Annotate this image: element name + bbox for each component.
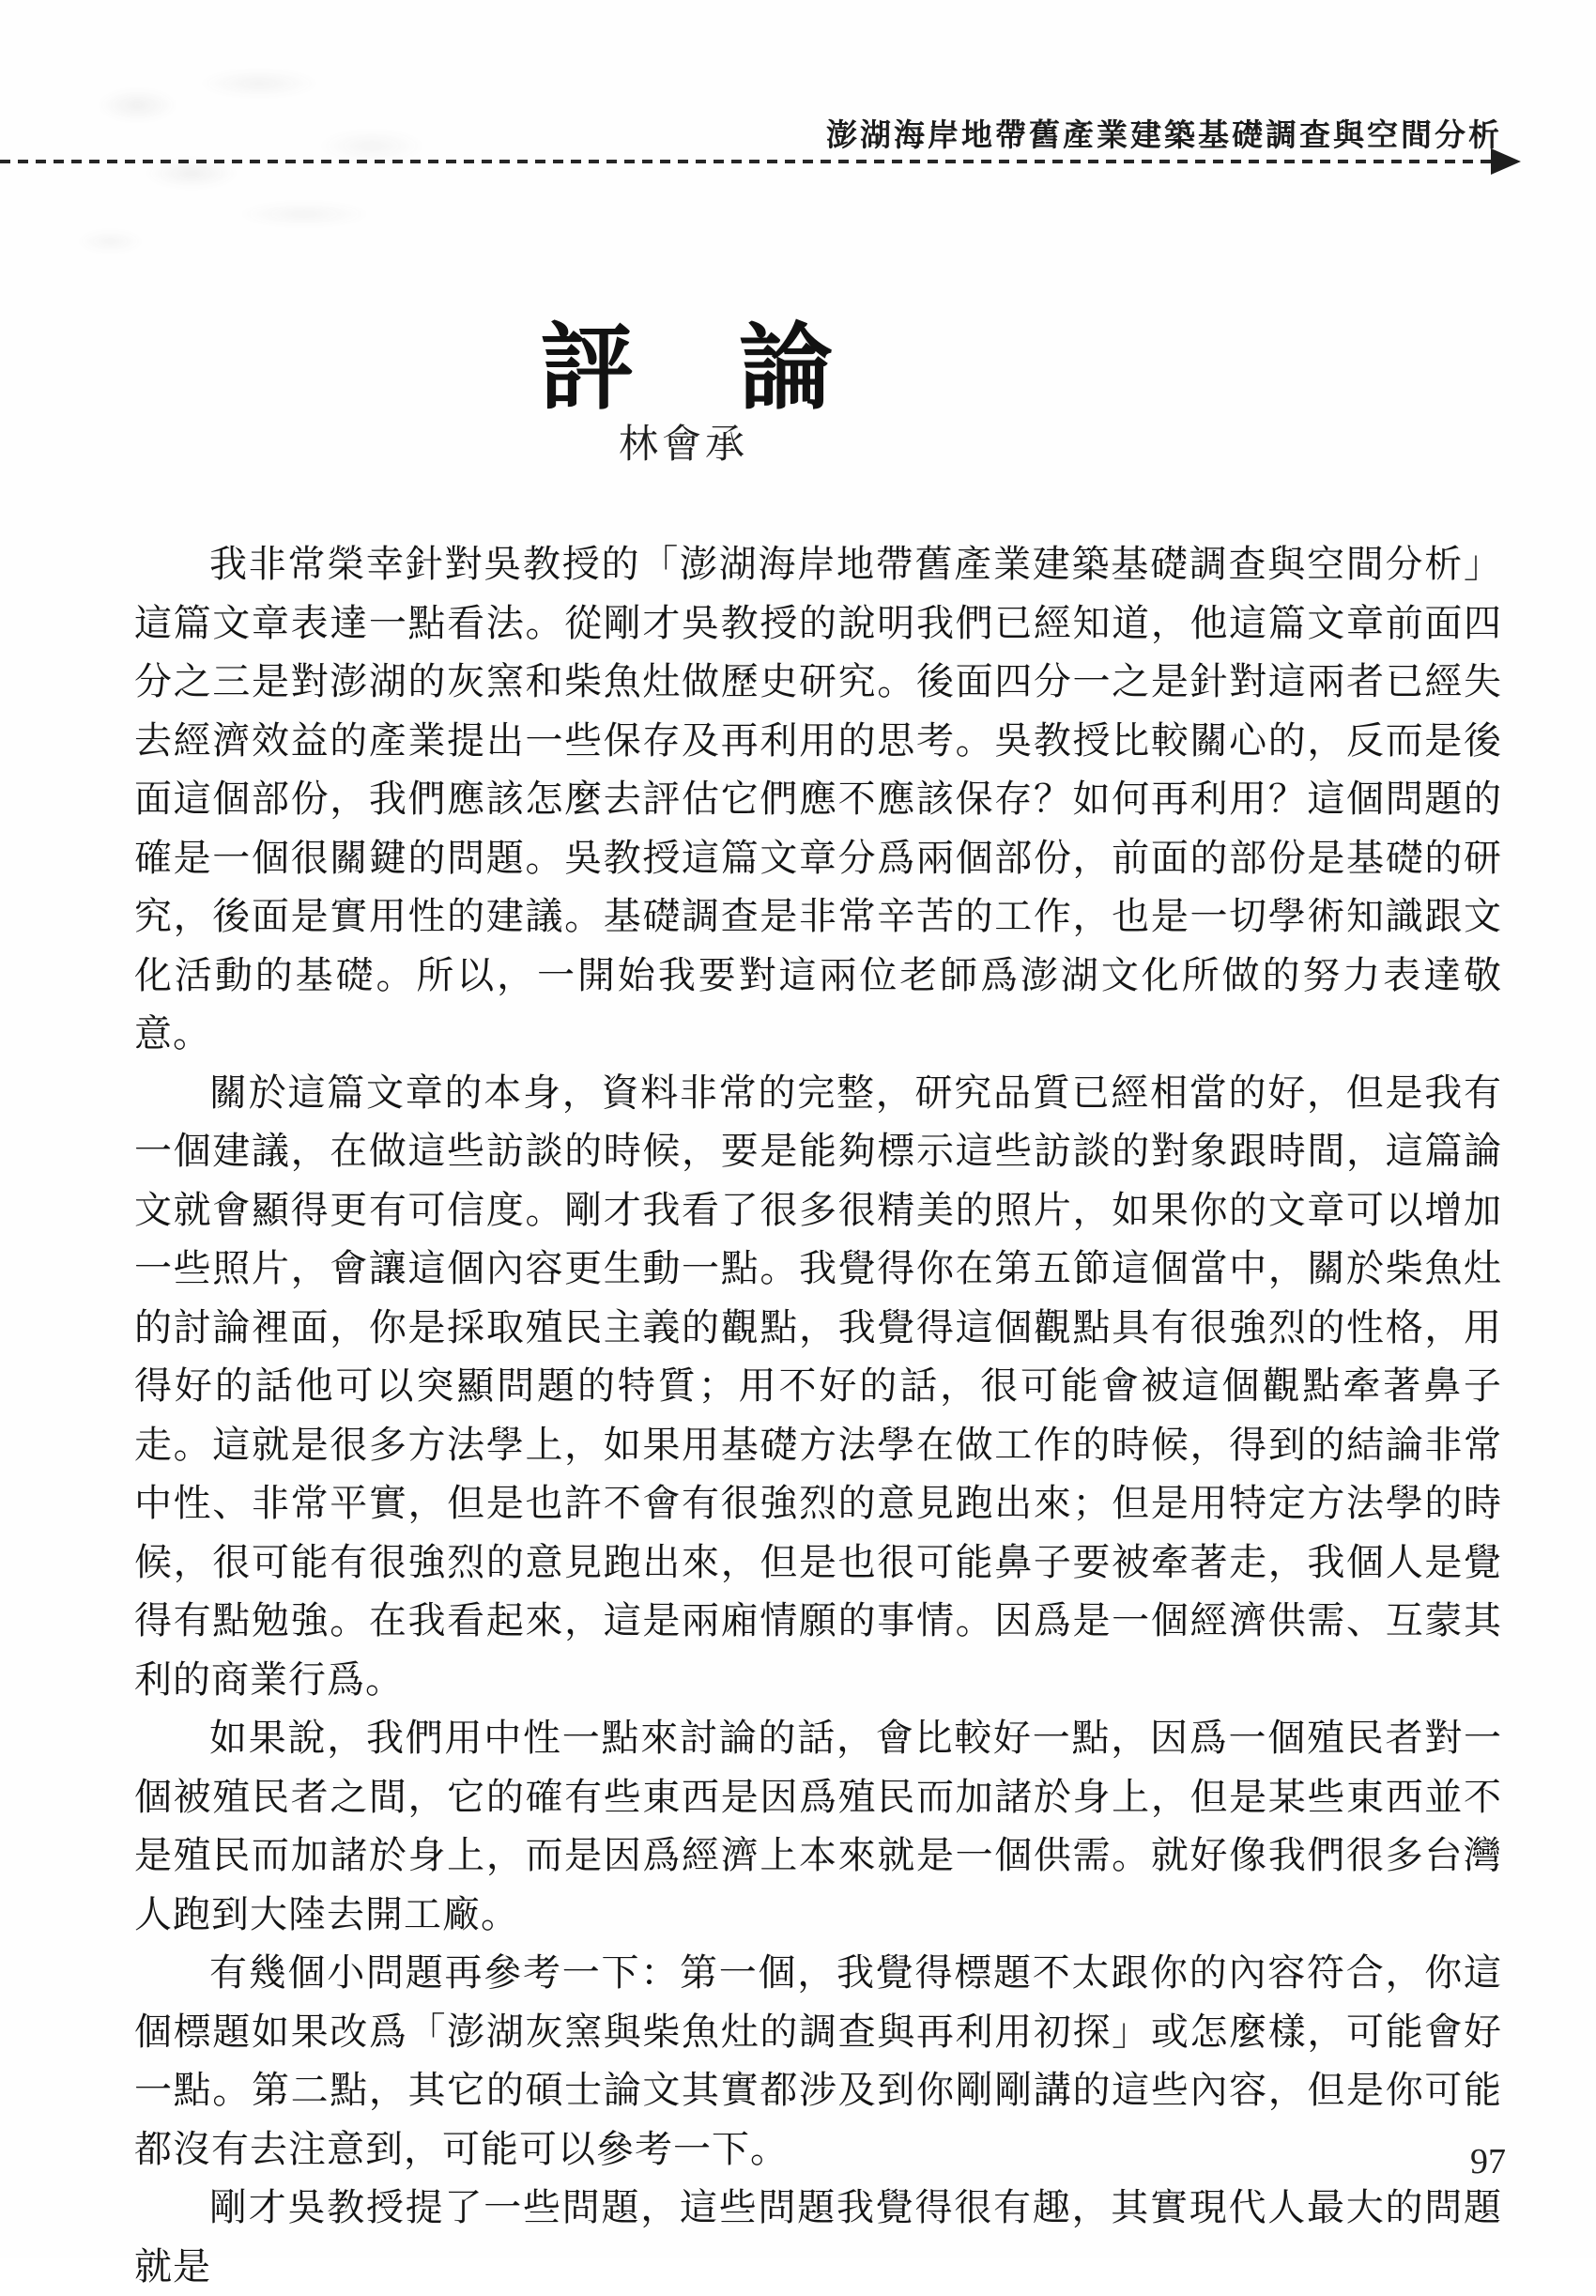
paragraph-1: 我非常榮幸針對吳教授的「澎湖海岸地帶舊產業建築基礎調查與空間分析」這篇文章表達一點看法。從剛才吳教授的說明我們已經知道，他這篇文章前面四分之三是對澎湖的灰窯和柴魚灶做歷史研究。後面四分一之是針對這兩者已經失去經濟效益的產業提出一些保存及再利用的思考。吳教授比較關心的，反而是後面這個部份，我們應該怎麼去評估它們應不應該保存？如何再利用？這個問題的確是一個很關鍵的問題。吳教授這篇文章分爲兩個部份，前面的部份是基礎的研究，後面是實用性的建議。基礎調查是非常辛苦的工作，也是一切學術知識跟文化活動的基礎。所以，一開始我要對這兩位老師爲澎湖文化所做的努力表達敬意。 <box>134 543 1502 1055</box>
paragraph-5: 剛才吳教授提了一些問題，這些問題我覺得很有趣，其實現代人最大的問題就是 <box>134 2186 1502 2288</box>
paragraph-3: 如果說，我們用中性一點來討論的話，會比較好一點，因爲一個殖民者對一個被殖民者之間，它的確有些東西是因爲殖民而加諸於身上，但是某些東西並不是殖民而加諸於身上，而是因爲經濟上本來就是一個供需。就好像我們很多台灣人跑到大陸去開工廠。 <box>134 1717 1502 1935</box>
page-title <box>0 317 1373 421</box>
arrow-right-icon <box>1491 148 1521 175</box>
body-text <box>134 535 1502 2296</box>
page-number: 97 <box>1470 2142 1506 2181</box>
title-char-right: 論 <box>739 316 833 421</box>
paragraph-4: 有幾個小問題再參考一下：第一個，我覺得標題不太跟你的內容符合，你這個標題如果改爲「澎湖灰窯與柴魚灶的調查與再利用初探」或怎麼樣，可能會好一點。第二點，其它的碩士論文其實都涉及到你剛剛講的這些內容，但是你可能都沒有去注意到，可能可以參考一下。 <box>134 1951 1502 2170</box>
header-dashed-rule <box>0 160 1495 163</box>
paragraph-2: 關於這篇文章的本身，資料非常的完整，研究品質已經相當的好，但是我有一個建議，在做這些訪談的時候，要是能夠標示這些訪談的對象跟時間，這篇論文就會顯得更有可信度。剛才我看了很多很精美的照片，如果你的文章可以增加一些照片，會讓這個內容更生動一點。我覺得你在第五節這個當中，關於柴魚灶的討論裡面，你是採取殖民主義的觀點，我覺得這個觀點具有很強烈的性格，用得好的話他可以突顯問題的特質；用不好的話，很可能會被這個觀點牽著鼻子走。這就是很多方法學上，如果用基礎方法學在做工作的時候，得到的結論非常中性、非常平實，但是也許不會有很強烈的意見跑出來；但是用特定方法學的時候，很可能有很強烈的意見跑出來，但是也很可能鼻子要被牽著走，我個人是覺得有點勉強。在我看起來，這是兩廂情願的事情。因爲是一個經濟供需、互蒙其利的商業行爲。 <box>134 1071 1502 1701</box>
author-name: 林會承 <box>618 424 748 467</box>
running-header-title: 澎湖海岸地帶舊產業建築基礎調查與空間分析 <box>826 117 1502 152</box>
title-char-left: 評 <box>540 316 634 421</box>
